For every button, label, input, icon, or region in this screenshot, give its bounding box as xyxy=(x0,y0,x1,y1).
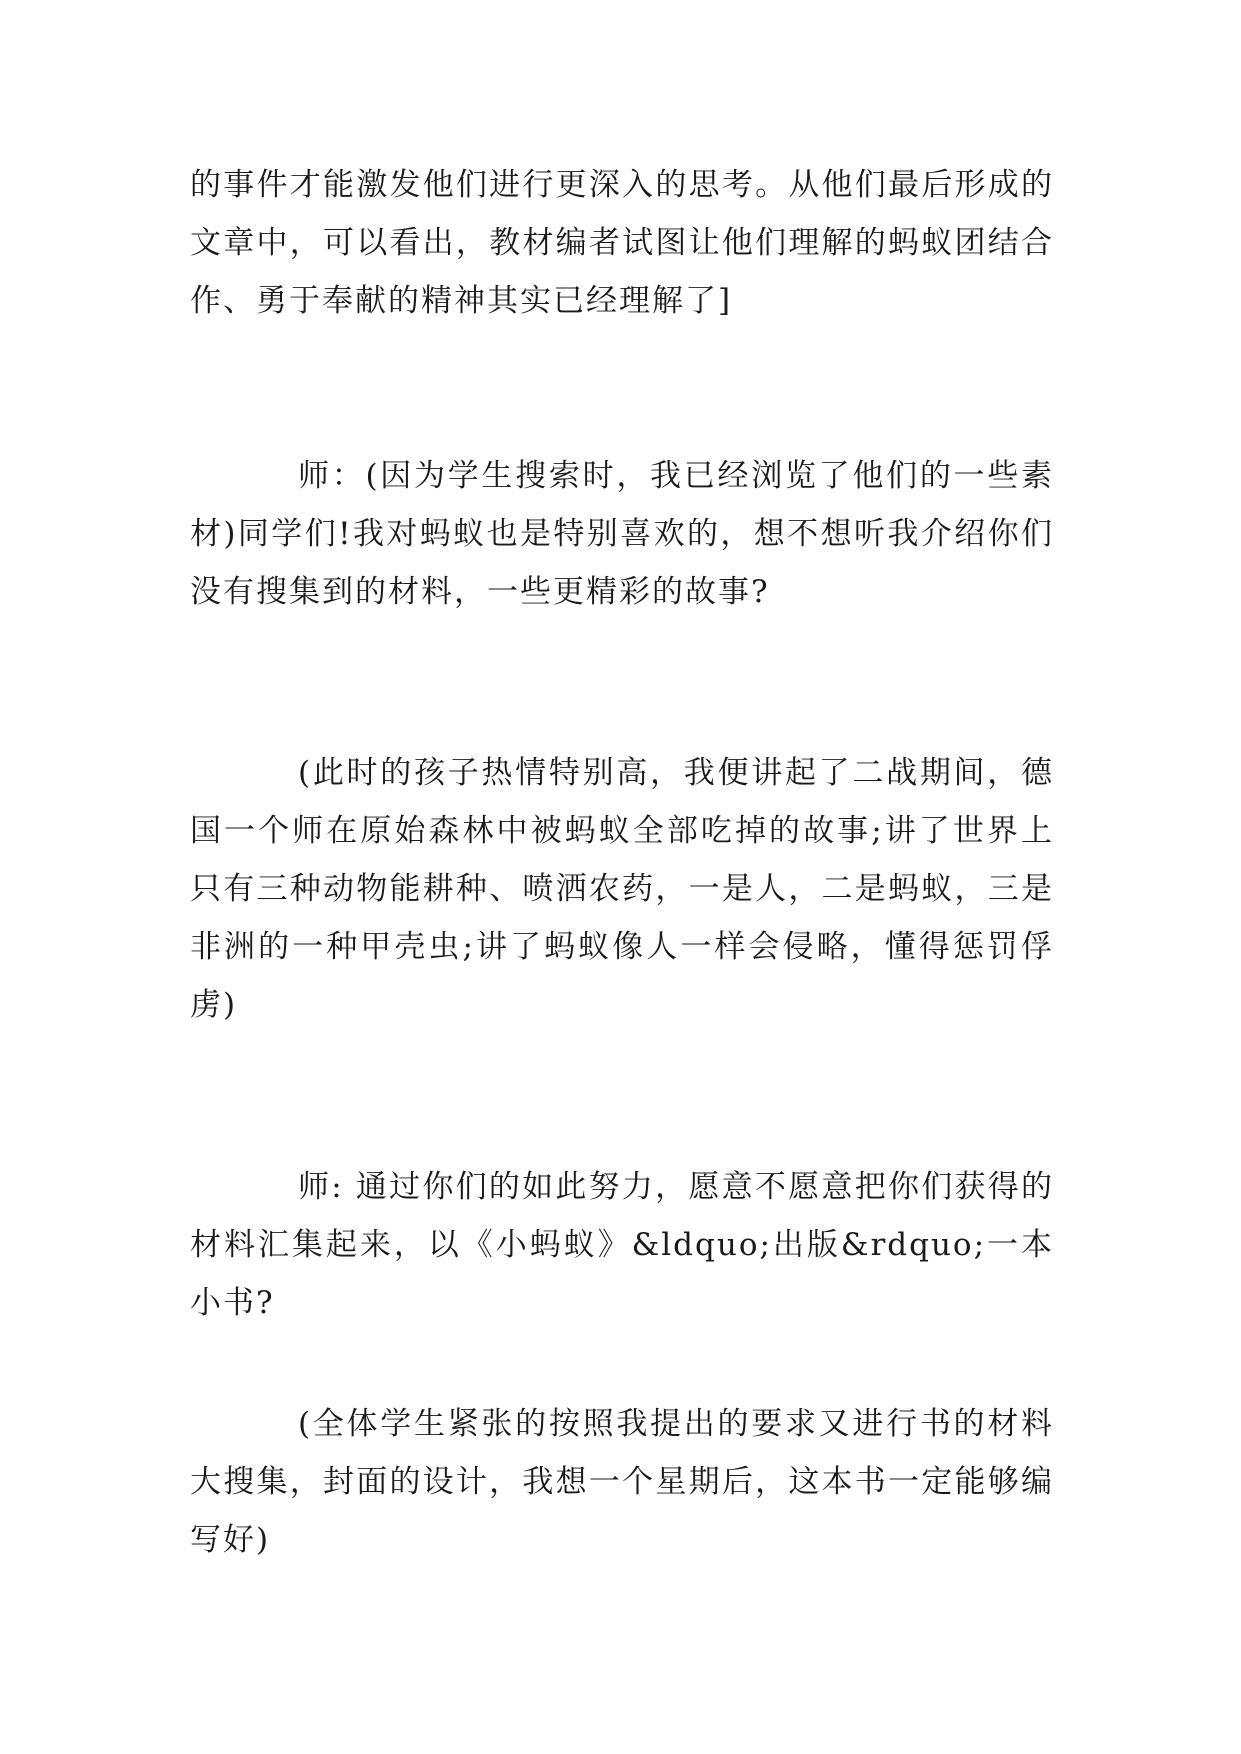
paragraph: 的事件才能激发他们进行更深入的思考。从他们最后形成的文章中，可以看出，教材编者试图让他们理解的蚂蚁团结合作、勇于奉献的精神其实已经理解了] xyxy=(190,167,1054,319)
paragraph: (全体学生紧张的按照我提出的要求又进行书的材料大搜集，封面的设计，我想一个星期后，这本书一定能够编写好) xyxy=(190,1406,1054,1558)
paragraph: 师：(因为学生搜索时，我已经浏览了他们的一些素材)同学们!我对蚂蚁也是特别喜欢的，想不想听我介绍你们没有搜集到的材料，一些更精彩的故事? xyxy=(190,458,1054,610)
paragraph: 师: 通过你们的如此努力，愿意不愿意把你们获得的材料汇集起来，以《小蚂蚁》&ldquo;出版&rdquo;一本小书? xyxy=(190,1169,1054,1321)
paragraph: (此时的孩子热情特别高，我便讲起了二战期间，德国一个师在原始森林中被蚂蚁全部吃掉的故事;讲了世界上只有三种动物能耕种、喷洒农药，一是人，二是蚂蚁，三是非洲的一种甲壳虫;讲了蚂蚁像人一样会侵略，懂得惩罚俘虏) xyxy=(190,755,1054,1023)
